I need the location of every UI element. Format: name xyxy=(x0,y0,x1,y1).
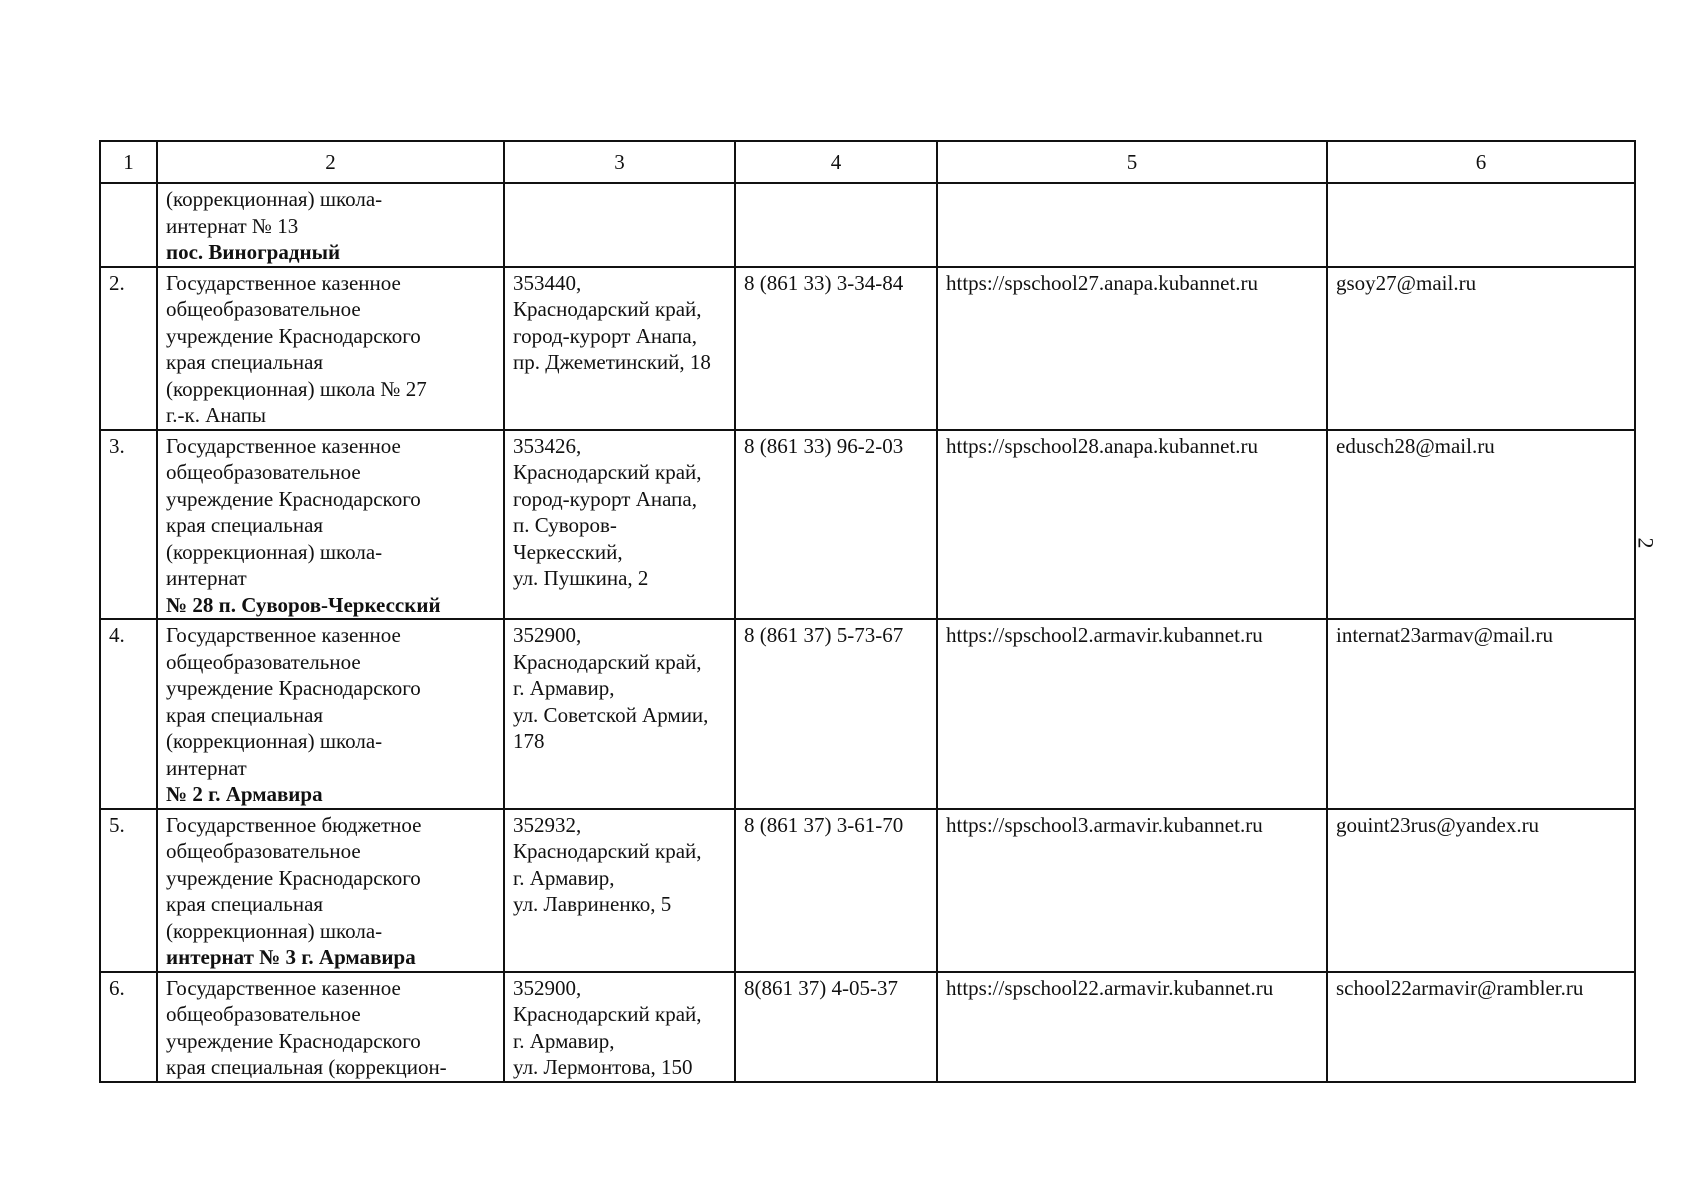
website-cell xyxy=(937,183,1327,267)
row-number-cell: 4. xyxy=(100,619,157,809)
column-header-1: 1 xyxy=(100,141,157,183)
name-line: Государственное казенное xyxy=(166,975,401,1000)
address-line: город-курорт Анапа, xyxy=(513,486,697,511)
website-cell: https://spschool27.anapa.kubannet.ru xyxy=(937,267,1327,430)
name-line: общеобразовательное xyxy=(166,649,361,674)
table-row xyxy=(100,267,1635,430)
name-line: (коррекционная) школа- xyxy=(166,729,383,753)
column-header-5: 5 xyxy=(937,141,1327,183)
name-line: г.-к. Анапы xyxy=(166,403,266,427)
name-line: общеобразовательное xyxy=(166,297,361,321)
name-line: интернат xyxy=(166,566,247,590)
institution-name-cell xyxy=(157,183,504,267)
table-row xyxy=(100,430,1635,620)
page-number: 2 xyxy=(1633,537,1659,549)
name-line: (коррекционная) школа- xyxy=(166,918,383,943)
website-cell: https://spschool22.armavir.kubannet.ru xyxy=(937,972,1327,1082)
address-cell xyxy=(504,430,735,620)
address-line: 353440, xyxy=(513,270,582,295)
phone-cell: 8 (861 37) 5-73-67 xyxy=(735,619,937,809)
name-line: Государственное казенное xyxy=(166,433,401,458)
address-line: 178 xyxy=(513,729,545,753)
address-cell xyxy=(504,972,735,1082)
row-number-cell: 3. xyxy=(100,430,157,620)
address-line: Краснодарский край, xyxy=(513,460,702,484)
name-line: края специальная xyxy=(166,892,324,916)
website-cell: https://spschool3.armavir.kubannet.ru xyxy=(937,809,1327,972)
name-line: учреждение Краснодарского xyxy=(166,486,421,511)
name-line: интернат xyxy=(166,755,247,780)
column-header-3: 3 xyxy=(504,141,735,183)
name-line: края специальная xyxy=(166,513,324,537)
address-line: город-курорт Анапа, xyxy=(513,323,697,348)
table-row xyxy=(100,972,1635,1082)
address-line: ул. Советской Армии, xyxy=(513,702,709,727)
name-line: Государственное казенное xyxy=(166,623,401,647)
address-line: 352900, xyxy=(513,623,582,647)
name-line: № 28 п. Суворов-Черкесский xyxy=(166,592,441,617)
table-row xyxy=(100,619,1635,809)
email-cell: internat23armav@mail.ru xyxy=(1327,619,1635,809)
address-line: Черкесский, xyxy=(513,539,623,564)
address-line: 352932, xyxy=(513,812,582,837)
address-line: г. Армавир, xyxy=(513,1028,615,1053)
name-line: интернат № 3 г. Армавира xyxy=(166,945,416,969)
name-line: края специальная xyxy=(166,350,324,374)
name-line: Государственное казенное xyxy=(166,270,401,295)
name-line: учреждение Краснодарского xyxy=(166,865,421,890)
header-row xyxy=(100,141,1635,183)
address-cell xyxy=(504,267,735,430)
name-line: (коррекционная) школа- xyxy=(166,539,383,564)
address-line: г. Армавир, xyxy=(513,865,615,890)
address-cell xyxy=(504,619,735,809)
name-line: общеобразовательное xyxy=(166,1002,361,1026)
phone-cell: 8 (861 37) 3-61-70 xyxy=(735,809,937,972)
name-line: пос. Виноградный xyxy=(166,240,341,264)
email-cell: edusch28@mail.ru xyxy=(1327,430,1635,620)
phone-cell: 8 (861 33) 3-34-84 xyxy=(735,267,937,430)
table-row xyxy=(100,809,1635,972)
phone-cell: 8 (861 33) 96-2-03 xyxy=(735,430,937,620)
column-header-6: 6 xyxy=(1327,141,1635,183)
email-cell: school22armavir@rambler.ru xyxy=(1327,972,1635,1082)
phone-cell: 8(861 37) 4-05-37 xyxy=(735,972,937,1082)
institutions-table xyxy=(99,140,1636,1083)
name-line: учреждение Краснодарского xyxy=(166,1028,421,1053)
table-row xyxy=(100,183,1635,267)
row-number-cell: 5. xyxy=(100,809,157,972)
institution-name-cell xyxy=(157,430,504,620)
name-line: общеобразовательное xyxy=(166,460,361,484)
website-cell: https://spschool2.armavir.kubannet.ru xyxy=(937,619,1327,809)
row-number-cell: 6. xyxy=(100,972,157,1082)
address-line: Краснодарский край, xyxy=(513,649,702,674)
phone-cell xyxy=(735,183,937,267)
address-line: п. Суворов- xyxy=(513,513,617,537)
institution-name-cell xyxy=(157,619,504,809)
address-line: г. Армавир, xyxy=(513,676,615,700)
column-header-2: 2 xyxy=(157,141,504,183)
address-cell xyxy=(504,809,735,972)
address-line: 353426, xyxy=(513,433,582,458)
address-line: ул. Лавриненко, 5 xyxy=(513,892,672,916)
institution-name-cell xyxy=(157,267,504,430)
email-cell: gsoy27@mail.ru xyxy=(1327,267,1635,430)
address-line: Краснодарский край, xyxy=(513,297,702,321)
name-line: края специальная (коррекцион- xyxy=(166,1055,447,1079)
address-line: Краснодарский край, xyxy=(513,1002,702,1026)
row-number-cell xyxy=(100,183,157,267)
address-cell xyxy=(504,183,735,267)
address-line: Краснодарский край, xyxy=(513,839,702,863)
address-line: 352900, xyxy=(513,975,582,1000)
name-line: интернат № 13 xyxy=(166,213,299,238)
address-line: ул. Лермонтова, 150 xyxy=(513,1055,693,1079)
name-line: учреждение Краснодарского xyxy=(166,676,421,700)
row-number-cell: 2. xyxy=(100,267,157,430)
name-line: (коррекционная) школа № 27 xyxy=(166,376,427,401)
name-line: № 2 г. Армавира xyxy=(166,782,323,806)
name-line: (коррекционная) школа- xyxy=(166,187,383,211)
address-line: ул. Пушкина, 2 xyxy=(513,566,649,590)
name-line: общеобразовательное xyxy=(166,839,361,863)
email-cell xyxy=(1327,183,1635,267)
name-line: учреждение Краснодарского xyxy=(166,323,421,348)
website-cell: https://spschool28.anapa.kubannet.ru xyxy=(937,430,1327,620)
column-header-4: 4 xyxy=(735,141,937,183)
name-line: Государственное бюджетное xyxy=(166,812,422,837)
institution-name-cell xyxy=(157,809,504,972)
institution-name-cell xyxy=(157,972,504,1082)
address-line: пр. Джеметинский, 18 xyxy=(513,350,711,374)
name-line: края специальная xyxy=(166,702,324,727)
email-cell: gouint23rus@yandex.ru xyxy=(1327,809,1635,972)
